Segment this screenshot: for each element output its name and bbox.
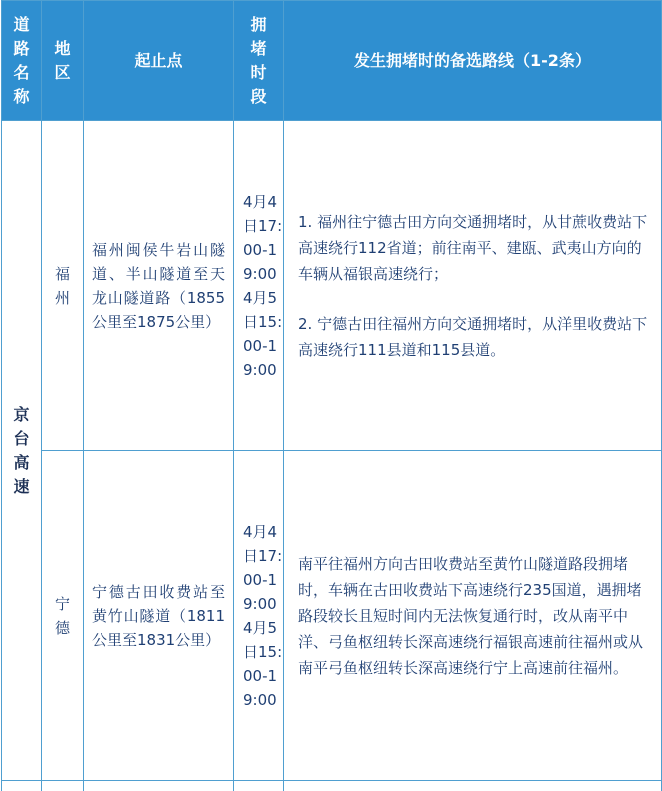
road-name-cell: 京台高速 (2, 121, 42, 781)
table-row (2, 121, 662, 451)
congestion-table (1, 0, 662, 791)
header-row (2, 1, 662, 121)
route-item: 1. 福州往宁德古田方向交通拥堵时，从甘蔗收费站下高速绕行112省道；前往南平、建瓯、武夷山方向的车辆从福银高速绕行； (298, 209, 649, 287)
header-alternate-routes: 发生拥堵时的备选路线（1-2条） (284, 1, 662, 121)
table-row (2, 451, 662, 781)
header-region: 地区 (42, 1, 84, 121)
header-congestion-time: 拥堵时段 (234, 1, 284, 121)
routes-cell (284, 121, 662, 451)
header-road-name: 道路名称 (2, 1, 42, 121)
endpoints-cell: 福州闽侯牛岩山隧道、半山隧道至天龙山隧道路（1855公里至1875公里） (84, 121, 234, 451)
route-item: 2. 宁德古田往福州方向交通拥堵时，从洋里收费站下高速绕行111县道和115县道。 (298, 311, 649, 363)
route-item: 南平往福州方向古田收费站至黄竹山隧道路段拥堵时，车辆在古田收费站下高速绕行235国道，遇拥堵路段较长且短时间内无法恢复通行时，改从南平中洋、弓鱼枢纽转长深高速绕行福银高速前往福州或从南平弓鱼枢纽转长深高速绕行宁上高速前往福州。 (298, 551, 649, 681)
region-cell: 福州 (42, 121, 84, 451)
region-cell: 宁德 (42, 451, 84, 781)
time-cell: 4月4日17:00-19:00 4月5日15:00-19:00 (234, 451, 284, 781)
endpoints-cell: 宁德古田收费站至黄竹山隧道（1811公里至1831公里） (84, 451, 234, 781)
time-cell: 4月4日17:00-19:00 4月5日15:00-19:00 (234, 121, 284, 451)
routes-cell (284, 451, 662, 781)
table-row-cutoff (2, 781, 662, 791)
header-endpoints: 起止点 (84, 1, 234, 121)
